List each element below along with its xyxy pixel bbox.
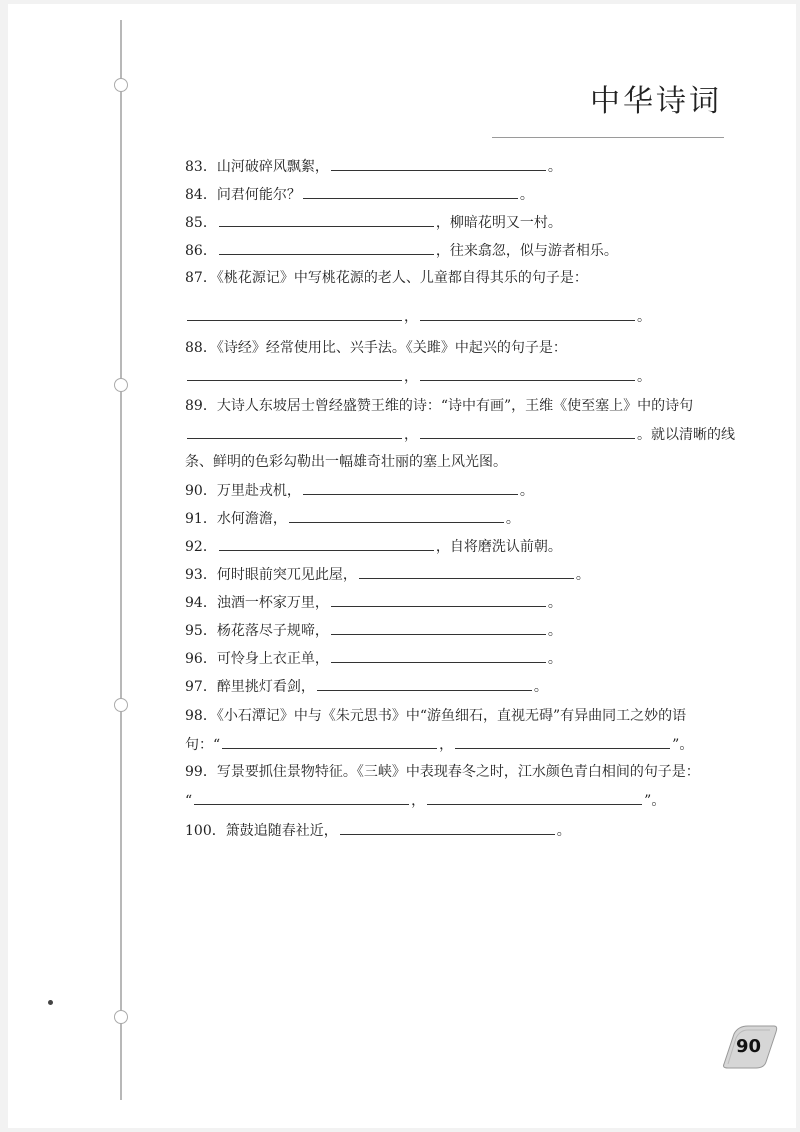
answer-blank[interactable] xyxy=(420,306,635,321)
question-text: ， xyxy=(404,427,418,443)
binding-ring xyxy=(114,698,128,712)
question-text: 。 xyxy=(556,823,571,839)
question-line xyxy=(185,790,665,811)
answer-blank[interactable] xyxy=(359,564,574,579)
question-text: 条、鲜明的色彩勾勒出一幅雄奇壮丽的塞上风光图。 xyxy=(185,454,507,470)
question-text: 。 xyxy=(575,567,590,583)
answer-blank[interactable] xyxy=(219,212,434,227)
answer-blank[interactable] xyxy=(303,184,518,199)
answer-blank[interactable] xyxy=(222,734,437,749)
question-line xyxy=(185,452,507,472)
answer-blank[interactable] xyxy=(187,306,402,321)
question-line xyxy=(185,820,571,841)
answer-blank[interactable] xyxy=(340,820,555,835)
question-text: 。 xyxy=(547,651,562,667)
question-text: 99．写景要抓住景物特征。《三峡》中表现春冬之时，江水颜色青白相间的句子是： xyxy=(185,764,700,780)
question-line xyxy=(185,212,562,233)
question-line xyxy=(185,184,534,205)
question-line xyxy=(185,240,618,261)
question-text: 89．大诗人东坡居士曾经盛赞王维的诗：“诗中有画”，王维《使至塞上》中的诗句 xyxy=(185,398,694,414)
question-text: 94．浊酒一杯家万里， xyxy=(185,595,329,611)
question-text: ， xyxy=(404,369,418,385)
question-text: 。 xyxy=(519,483,534,499)
binding-ring xyxy=(114,78,128,92)
answer-blank[interactable] xyxy=(455,734,670,749)
binding-ring xyxy=(114,378,128,392)
question-line xyxy=(185,156,562,177)
question-text: 83．山河破碎风飘絮， xyxy=(185,159,329,175)
question-text: 87．《桃花源记》中写桃花源的老人、儿童都自得其乐的句子是： xyxy=(185,270,588,286)
question-text: ， xyxy=(404,309,418,325)
question-text: 。 xyxy=(533,679,548,695)
question-line xyxy=(185,620,562,641)
question-text: ，往来翕忽，似与游者相乐。 xyxy=(435,243,618,259)
question-line xyxy=(185,508,520,529)
question-text: 88．《诗经》经常使用比、兴手法。《关雎》中起兴的句子是： xyxy=(185,340,567,356)
question-line xyxy=(185,706,686,726)
question-text: 95．杨花落尽子规啼， xyxy=(185,623,329,639)
question-text: 。 xyxy=(547,623,562,639)
answer-blank[interactable] xyxy=(331,156,546,171)
answer-blank[interactable] xyxy=(331,620,546,635)
question-line xyxy=(185,564,590,585)
answer-blank[interactable] xyxy=(219,536,434,551)
question-line xyxy=(185,306,651,327)
question-text: ，柳暗花明又一村。 xyxy=(435,215,562,231)
question-text: 92． xyxy=(185,539,217,555)
answer-blank[interactable] xyxy=(187,424,402,439)
answer-blank[interactable] xyxy=(420,424,635,439)
question-text: 。 xyxy=(547,159,562,175)
question-line xyxy=(185,762,700,782)
question-text: ，自将磨洗认前朝。 xyxy=(435,539,562,555)
question-text: 句：“ xyxy=(185,737,221,753)
binding-ring xyxy=(114,1010,128,1024)
question-text: 91．水何澹澹， xyxy=(185,511,287,527)
title-underline xyxy=(492,137,724,138)
question-text: 。就以清晰的线 xyxy=(637,427,735,443)
question-text: 。 xyxy=(637,369,651,385)
question-line xyxy=(185,734,693,755)
question-text: 90．万里赴戎机， xyxy=(185,483,301,499)
question-text: ， xyxy=(439,737,454,753)
question-text: ， xyxy=(411,793,426,809)
question-line xyxy=(185,396,693,416)
question-text: 86． xyxy=(185,243,217,259)
question-text: 。 xyxy=(637,309,651,325)
question-text: “ xyxy=(185,793,193,809)
question-text: 100．箫鼓追随春社近， xyxy=(185,823,338,839)
question-text: 85． xyxy=(185,215,217,231)
question-text: 98．《小石潭记》中与《朱元思书》中“游鱼细石，直视无碍”有异曲同工之妙的语 xyxy=(185,708,687,724)
question-text: 97．醉里挑灯看剑， xyxy=(185,679,315,695)
answer-blank[interactable] xyxy=(219,240,434,255)
answer-blank[interactable] xyxy=(194,790,409,805)
answer-blank[interactable] xyxy=(317,676,532,691)
question-line xyxy=(185,424,735,445)
question-text: 。 xyxy=(519,187,534,203)
question-line xyxy=(185,366,651,387)
question-line xyxy=(185,648,562,669)
question-line xyxy=(185,338,567,358)
question-text: 84．问君何能尔？ xyxy=(185,187,301,203)
answer-blank[interactable] xyxy=(420,366,635,381)
question-text: 96．可怜身上衣正单， xyxy=(185,651,329,667)
question-line xyxy=(185,480,534,501)
question-text: ”。 xyxy=(672,737,694,753)
question-line xyxy=(185,536,562,557)
question-line xyxy=(185,676,548,697)
binding-line xyxy=(120,20,122,1100)
answer-blank[interactable] xyxy=(303,480,518,495)
answer-blank[interactable] xyxy=(187,366,402,381)
answer-blank[interactable] xyxy=(331,592,546,607)
question-text: 。 xyxy=(547,595,562,611)
question-line xyxy=(185,268,588,288)
ink-dot xyxy=(48,1000,53,1005)
page-number: 90 xyxy=(736,1036,762,1057)
section-title: 中华诗词 xyxy=(590,84,722,119)
question-text: ”。 xyxy=(644,793,666,809)
question-line xyxy=(185,592,562,613)
answer-blank[interactable] xyxy=(289,508,504,523)
question-text: 。 xyxy=(505,511,520,527)
answer-blank[interactable] xyxy=(427,790,642,805)
answer-blank[interactable] xyxy=(331,648,546,663)
question-text: 93．何时眼前突兀见此屋， xyxy=(185,567,357,583)
